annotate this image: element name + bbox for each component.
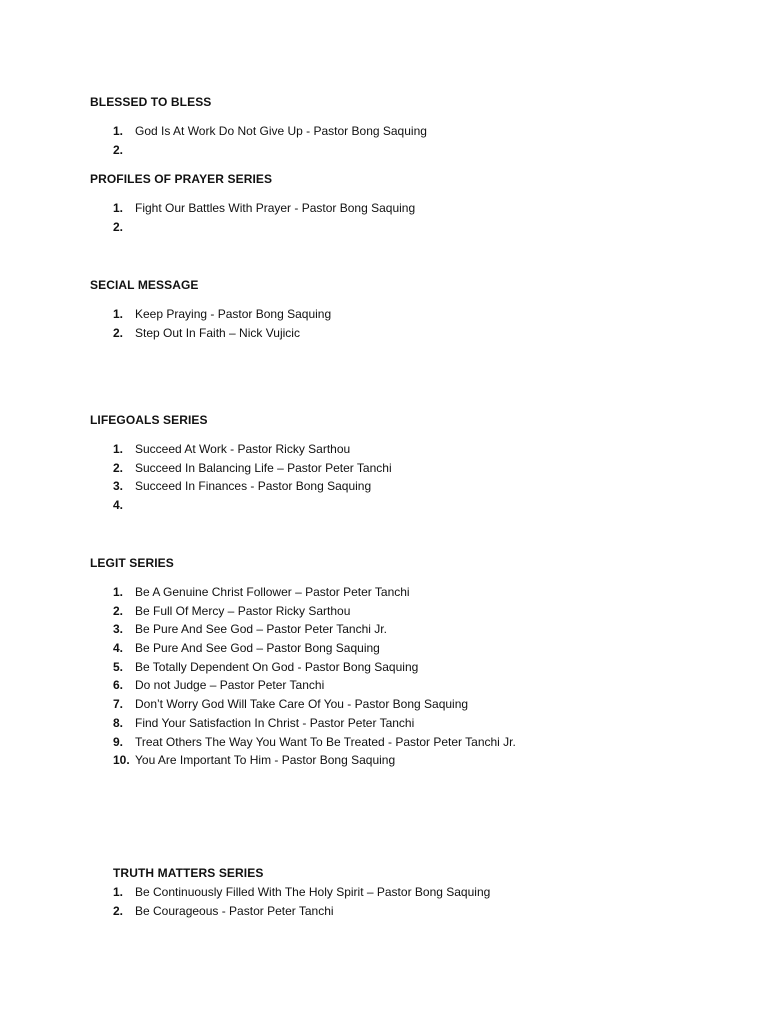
section-heading: SECIAL MESSAGE <box>90 278 199 292</box>
section-heading: LEGIT SERIES <box>90 556 174 570</box>
item-number: 2. <box>113 219 124 234</box>
item-text: Be Courageous - Pastor Peter Tanchi <box>135 903 334 918</box>
item-text: Don’t Worry God Will Take Care Of You - Pastor Bong Saquing <box>135 697 469 712</box>
item-number: 1. <box>113 307 124 321</box>
item-text: Be Continuously Filled With The Holy Spirit – Pastor Bong Saquing <box>135 885 491 899</box>
item-number: 4. <box>113 641 124 656</box>
item-number: 6. <box>113 678 124 693</box>
item-number: 10. <box>113 753 130 768</box>
item-number: 1. <box>113 201 124 215</box>
item-text: Succeed In Balancing Life – Pastor Peter Tanchi <box>135 460 392 475</box>
item-text: God Is At Work Do Not Give Up - Pastor Bong Saquing <box>135 124 427 138</box>
item-number: 2. <box>113 142 124 157</box>
item-number: 2. <box>113 325 124 340</box>
item-text: You Are Important To Him - Pastor Bong Saquing <box>135 753 396 768</box>
item-text: Keep Praying - Pastor Bong Saquing <box>135 307 332 321</box>
section-heading: LIFEGOALS SERIES <box>90 413 208 427</box>
item-text: Treat Others The Way You Want To Be Treated - Pastor Peter Tanchi Jr. <box>135 734 516 749</box>
section-heading: TRUTH MATTERS SERIES <box>113 866 264 880</box>
item-text: Be Pure And See God – Pastor Peter Tanchi Jr. <box>135 622 387 637</box>
item-number: 4. <box>113 498 124 513</box>
item-number: 3. <box>113 622 124 637</box>
item-number: 2. <box>113 903 124 918</box>
item-number: 2. <box>113 603 124 618</box>
item-text: Be Pure And See God – Pastor Bong Saquing <box>135 641 380 656</box>
item-number: 1. <box>113 124 124 138</box>
item-number: 8. <box>113 715 124 730</box>
item-number: 5. <box>113 659 124 674</box>
section-heading: PROFILES OF PRAYER SERIES <box>90 172 273 186</box>
section-heading: BLESSED TO BLESS <box>90 95 212 109</box>
item-text: Succeed In Finances - Pastor Bong Saquing <box>135 479 372 494</box>
item-number: 1. <box>113 585 124 599</box>
item-text: Fight Our Battles With Prayer - Pastor Bong Saquing <box>135 201 416 215</box>
item-number: 9. <box>113 734 124 749</box>
item-text: Succeed At Work - Pastor Ricky Sarthou <box>135 442 351 456</box>
item-number: 3. <box>113 479 124 494</box>
item-text: Be A Genuine Christ Follower – Pastor Peter Tanchi <box>135 585 410 599</box>
item-text: Find Your Satisfaction In Christ - Pastor Peter Tanchi <box>135 715 415 730</box>
item-number: 1. <box>113 885 124 899</box>
item-text: Step Out In Faith – Nick Vujicic <box>135 325 300 340</box>
item-text: Be Full Of Mercy – Pastor Ricky Sarthou <box>135 603 351 618</box>
item-text: Do not Judge – Pastor Peter Tanchi <box>135 678 325 693</box>
item-number: 2. <box>113 460 124 475</box>
item-text: Be Totally Dependent On God - Pastor Bong Saquing <box>135 659 419 674</box>
item-number: 1. <box>113 442 124 456</box>
item-number: 7. <box>113 697 124 712</box>
